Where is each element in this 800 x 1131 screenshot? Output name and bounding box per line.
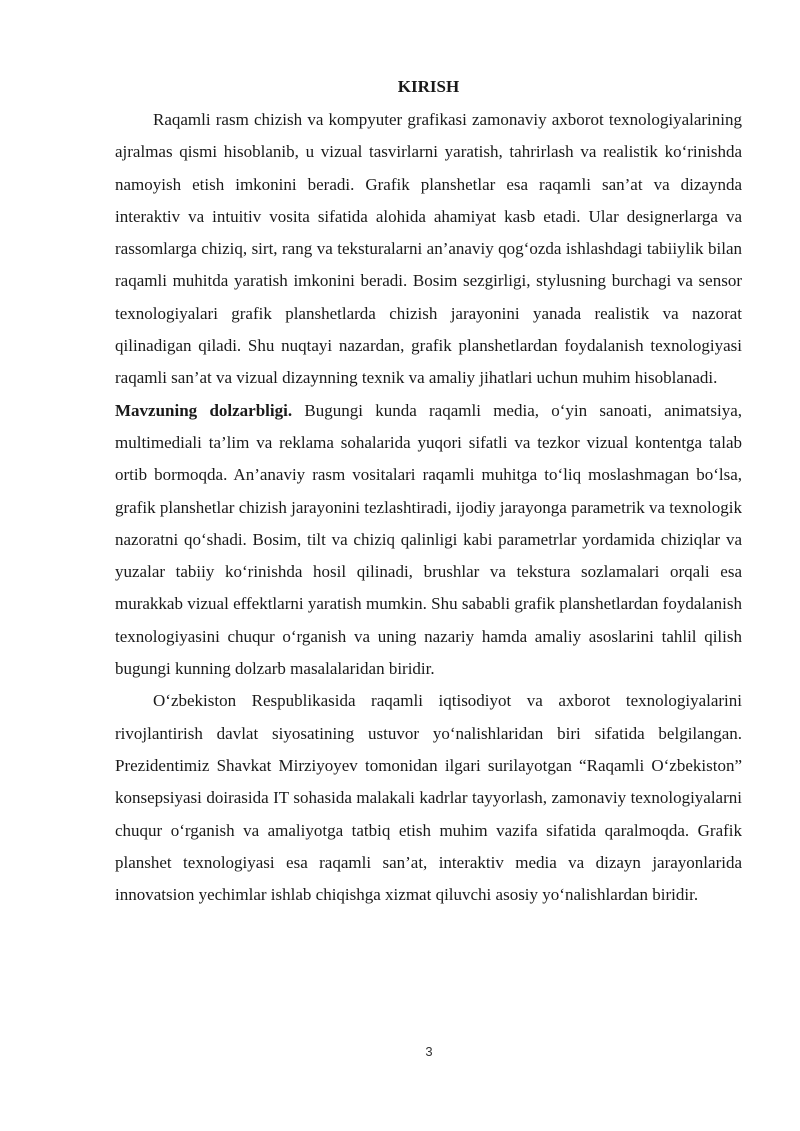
uzbekistan-paragraph: O‘zbekiston Respublikasida raqamli iqtisodiyot va axborot texnologiyalarini rivojlantirish davlat siyosatining ustuvor yo‘nalishlaridan biri sifatida belgilangan. Prezidentimiz Shavkat Mirziyoyev tomonidan ilgari surilayotgan “Raqamli O‘zbekiston” konsepsiyasi doirasida IT sohasida malakali kadrlar tayyorlash, zamonaviy texnologiyalarni chuqur o‘rganish va amaliyotga tatbiq etish muhim vazifa sifatida qaralmoqda. Grafik planshet texnologiyasi esa raqamli san’at, interaktiv media va dizayn jarayonlarida innovatsion yechimlar ishlab chiqishga xizmat qiluvchi asosiy yo‘nalishlardan biridir. xyxy=(115,691,742,905)
intro-paragraph: Raqamli rasm chizish va kompyuter grafikasi zamonaviy axborot texnologiyalarining ajralmas qismi hisoblanib, u vizual tasvirlarni yaratish, tahrirlash va realistik ko‘rinishda namoyish etish imkonini beradi. Grafik planshetlar esa raqamli san’at va dizaynda interaktiv va intuitiv vosita sifatida alohida ahamiyat kasb etadi. Ular designerlarga va rassomlarga chiziq, sirt, rang va teksturalarni an’anaviy qog‘ozda ishlashdagi tabiiylik bilan raqamli muhitda yaratish imkonini beradi. Bosim sezgirligi, stylusning burchagi va sensor texnologiyalari grafik planshetlarda chizish jarayonini yanada realistik va nazorat qilinadigan qiladi. Shu nuqtayi nazardan, grafik planshetlardan foydalanish texnologiyasi raqamli san’at va vizual dizaynning texnik va amaliy jihatlari uchun muhim hisoblanadi. xyxy=(115,110,742,388)
relevance-paragraph xyxy=(115,395,742,686)
page-number: 3 xyxy=(425,1044,433,1059)
section-title: KIRISH xyxy=(397,77,460,96)
relevance-heading: Mavzuning dolzarbligi. xyxy=(115,400,293,420)
document-page xyxy=(115,75,742,911)
relevance-text: Bugungi kunda raqamli media, o‘yin sanoati, animatsiya, multimediali ta’lim va reklama sohalarida yuqori sifatli va tezkor vizual kontentga talab ortib bormoqda. An’anaviy rasm vositalari raqamli muhitga to‘liq moslashmagan bo‘lsa, grafik planshetlar chizish jarayonini tezlashtiradi, ijodiy jarayonga parametrik va texnologik nazoratni qo‘shadi. Bosim, tilt va chiziq qalinligi kabi parametrlar yordamida chiziqlar va yuzalar tabiiy ko‘rinishda hosil qilinadi, brushlar va tekstura sozlamalari orqali esa murakkab vizual effektlarni yaratish mumkin. Shu sababli grafik planshetlardan foydalanish texnologiyasini chuqur o‘rganish va uning nazariy hamda amaliy asoslarini tahlil qilish bugungi kunning dolzarb masalalaridan biridir. xyxy=(115,400,742,679)
